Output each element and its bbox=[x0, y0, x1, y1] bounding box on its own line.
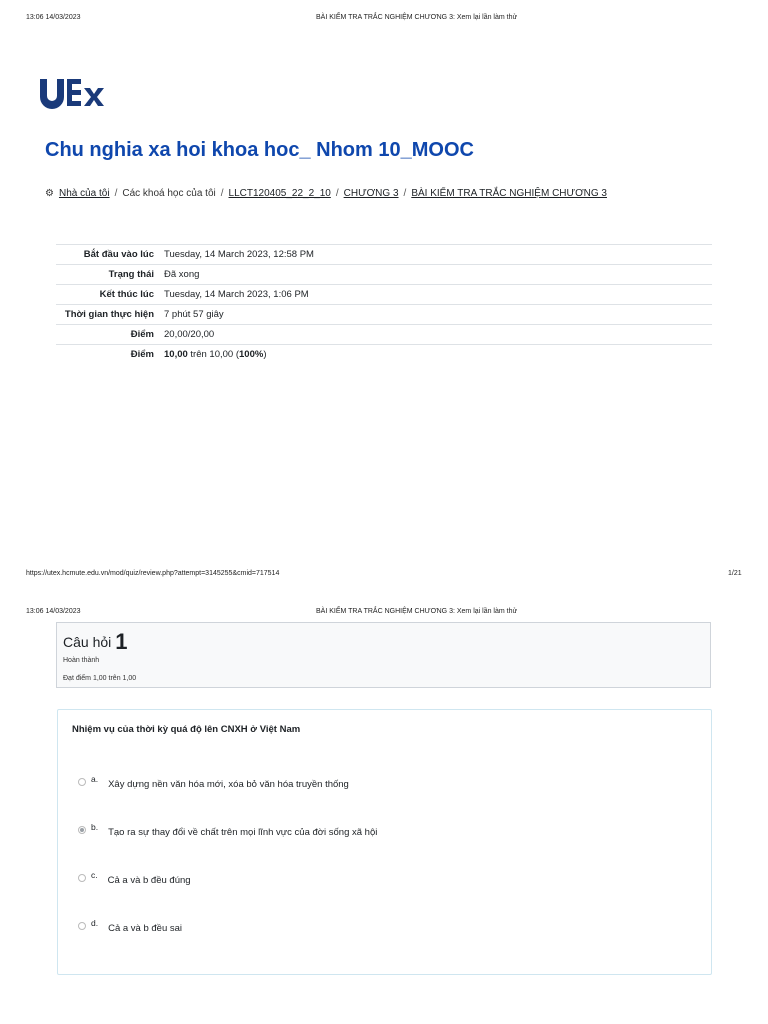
course-title: Chu nghia xa hoi khoa hoc_ Nhom 10_MOOC bbox=[45, 139, 474, 161]
question-text: Nhiệm vụ của thời kỳ quá độ lên CNXH ở Việt Nam bbox=[72, 724, 301, 735]
started-value: Tuesday, 14 March 2023, 12:58 PM bbox=[164, 249, 314, 260]
question-label: Câu hỏi bbox=[63, 634, 112, 650]
question-content-box bbox=[57, 709, 712, 975]
answer-option-c[interactable] bbox=[78, 872, 191, 886]
question-state: Hoàn thành bbox=[63, 657, 100, 664]
answer-option-b[interactable] bbox=[78, 824, 377, 838]
option-text: Tạo ra sự thay đổi về chất trên mọi lĩnh vực của đời sống xã hội bbox=[108, 827, 378, 838]
print-title: BÀI KIỂM TRA TRẮC NGHIỆM CHƯƠNG 3: Xem lại lần làm thử bbox=[316, 608, 518, 615]
question-number bbox=[63, 629, 128, 655]
table-row bbox=[56, 285, 712, 305]
time-taken-value: 7 phút 57 giây bbox=[164, 309, 224, 320]
grade-middle: trên 10,00 ( bbox=[187, 349, 240, 360]
question-grade: Đạt điểm 1,00 trên 1,00 bbox=[63, 675, 137, 682]
home-icon: ⚙ bbox=[45, 188, 54, 199]
breadcrumb-quiz[interactable]: BÀI KIỂM TRA TRẮC NGHIỆM CHƯƠNG 3 bbox=[411, 188, 607, 199]
table-row bbox=[56, 245, 712, 265]
table-row bbox=[56, 345, 712, 365]
option-letter: d. bbox=[91, 918, 99, 928]
attempt-summary-table bbox=[56, 244, 712, 364]
grade-percent: 100% bbox=[239, 349, 264, 360]
print-url: https://utex.hcmute.edu.vn/mod/quiz/review.php?attempt=3145255&cmid=717514 bbox=[26, 570, 280, 577]
option-text: Cả a và b đều sai bbox=[108, 923, 183, 934]
radio-icon[interactable] bbox=[78, 874, 86, 882]
breadcrumb-chapter[interactable]: CHƯƠNG 3 bbox=[343, 188, 399, 199]
print-datetime: 13:06 14/03/2023 bbox=[26, 14, 81, 21]
answer-option-d[interactable] bbox=[78, 920, 182, 934]
breadcrumb-courses: Các khoá học của tôi bbox=[122, 188, 216, 199]
breadcrumb-home[interactable]: Nhà của tôi bbox=[58, 188, 110, 199]
table-row bbox=[56, 325, 712, 345]
state-value: Đã xong bbox=[164, 269, 200, 280]
option-letter: c. bbox=[91, 870, 98, 880]
breadcrumb-course[interactable]: LLCT120405_22_2_10 bbox=[228, 188, 331, 199]
completed-value: Tuesday, 14 March 2023, 1:06 PM bbox=[164, 289, 309, 300]
print-datetime: 13:06 14/03/2023 bbox=[26, 608, 81, 615]
breadcrumb-separator: / bbox=[114, 188, 118, 199]
utex-logo-icon bbox=[38, 76, 108, 110]
grade-value bbox=[160, 345, 712, 365]
grade-label: Điểm bbox=[130, 349, 154, 360]
print-page-number: 1/21 bbox=[728, 570, 742, 577]
question-number-value: 1 bbox=[115, 629, 128, 654]
table-row bbox=[56, 305, 712, 325]
option-letter: b. bbox=[91, 822, 99, 832]
breadcrumb-separator: / bbox=[403, 188, 407, 199]
completed-label: Kết thúc lúc bbox=[99, 289, 154, 300]
table-row bbox=[56, 265, 712, 285]
option-text: Cả a và b đều đúng bbox=[107, 875, 191, 886]
state-label: Trạng thái bbox=[108, 269, 154, 280]
question-info-box bbox=[56, 622, 711, 688]
answer-option-a[interactable] bbox=[78, 776, 349, 790]
option-letter: a. bbox=[91, 774, 99, 784]
option-text: Xây dựng nền văn hóa mới, xóa bỏ văn hóa truyền thống bbox=[108, 779, 349, 790]
grade-end: ) bbox=[263, 349, 267, 360]
breadcrumb bbox=[45, 188, 607, 199]
radio-icon[interactable] bbox=[78, 778, 86, 786]
time-taken-label: Thời gian thực hiện bbox=[64, 309, 154, 320]
site-logo[interactable] bbox=[38, 76, 108, 110]
print-title: BÀI KIỂM TRA TRẮC NGHIỆM CHƯƠNG 3: Xem lại lần làm thử bbox=[316, 14, 518, 21]
breadcrumb-separator: / bbox=[335, 188, 339, 199]
breadcrumb-separator: / bbox=[220, 188, 224, 199]
started-label: Bắt đầu vào lúc bbox=[83, 249, 154, 260]
marks-value: 20,00/20,00 bbox=[164, 329, 215, 340]
radio-icon[interactable] bbox=[78, 826, 86, 834]
grade-score: 10,00 bbox=[164, 349, 188, 360]
marks-label: Điểm bbox=[130, 329, 154, 340]
radio-icon[interactable] bbox=[78, 922, 86, 930]
